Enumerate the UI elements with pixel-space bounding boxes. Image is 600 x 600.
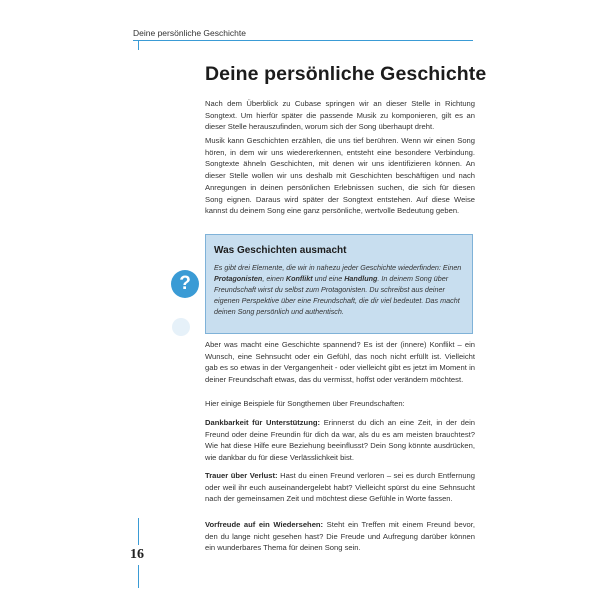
example-item — [205, 470, 475, 505]
info-box — [205, 234, 473, 334]
info-box-title: Was Geschichten ausmacht — [214, 245, 347, 256]
examples-intro-text: Hier einige Beispiele für Songthemen über Freundschaften: — [205, 399, 405, 408]
term-action: Handlung — [344, 274, 378, 283]
intro-paragraph — [205, 98, 475, 133]
stories-paragraph — [205, 135, 475, 217]
margin-line-top — [138, 40, 139, 50]
question-shadow-icon — [172, 318, 190, 336]
example-item — [205, 519, 475, 554]
example-text: Steht ein Treffen mit einem Freund bevor, den du lange nicht gesehen hast? Die Freude und Aufregung darüber können ein wunderbares Thema für deinen Song sein. — [205, 520, 475, 553]
example-label: Dankbarkeit für Unterstützung: — [205, 418, 321, 427]
running-header: Deine persönliche Geschichte — [133, 28, 246, 38]
stories-text: Musik kann Geschichten erzählen, die uns tief berühren. Wenn wir einen Song hören, in dem wir uns wiedererkennen, entsteht eine besondere Verbindung. Songtexte ähneln Geschichten, mit denen wir uns identifizieren können. An dieser Stelle wollen wir uns deshalb mit Geschichten beschäftigen und nach Anregungen in deinen persönlichen Erlebnissen suchen, die sich für diesen Song eignen. Daraus wird später der Songtext entstehen. Auf diese Weise kannst du deinem Song eine ganz persönliche, wertvolle Bedeutung geben. — [205, 136, 475, 216]
term-conflict: Konflikt — [285, 274, 313, 283]
example-label: Vorfreude auf ein Wiedersehen: — [205, 520, 324, 529]
page-number: 16 — [127, 545, 147, 565]
term-protagonist: Protagonisten — [214, 274, 263, 283]
example-item — [205, 417, 475, 464]
example-text: Hast du einen Freund verloren – sei es durch Entfernung oder weil ihr euch auseinandergelebt habt? Vielleicht spürst du eine Sehnsucht nach der gemeinsamen Zeit und möchtest diese Gefühle in Worte fassen. — [205, 471, 475, 504]
question-icon: ? — [171, 270, 199, 298]
example-text: Erinnerst du dich an eine Zeit, in der dein Freund oder deine Freundin für dich da war, als du es am meisten brauchtest? Wie hat diese Hilfe eure Beziehung beeinflusst? Dein Song könnte ausdrücken, wie dankbar du für diese Verlässlichkeit bist. — [205, 418, 475, 463]
examples-intro-paragraph — [205, 398, 475, 410]
example-label: Trauer über Verlust: — [205, 471, 278, 480]
conflict-text: Aber was macht eine Geschichte spannend? Es ist der (innere) Konflikt – ein Wunsch, eine Sehnsucht oder ein Gefühl, das noch nicht erfüllt ist. Vielleicht gab es so etwas in der Vergangenheit - oder vielleicht gibt es jetzt im Moment in deiner Freundschaft etwas, das du vermisst, hoffst oder verändern möchtest. — [205, 340, 475, 385]
conflict-paragraph — [205, 339, 475, 386]
header-rule — [133, 40, 473, 41]
page-title: Deine persönliche Geschichte — [205, 63, 487, 85]
intro-text: Nach dem Überblick zu Cubase springen wir an dieser Stelle in Richtung Songtext. Um hierfür später die passende Musik zu komponieren, gilt es an dieser Stelle herauszufinden, worum sich der Song überhaupt dreht. — [205, 99, 475, 132]
info-box-text: Es gibt drei Elemente, die wir in nahezu jeder Geschichte wiederfinden: Einen Protagonisten, einen Konflikt und eine Handlung. In deinem Song über Freundschaft wirst du selbst zum Protagonisten. Du schreibst aus deiner eigenen Perspektive über eine Freundschaft, die dir viel bedeutet. Das macht deinen Song persönlich und authentisch. — [214, 263, 462, 316]
